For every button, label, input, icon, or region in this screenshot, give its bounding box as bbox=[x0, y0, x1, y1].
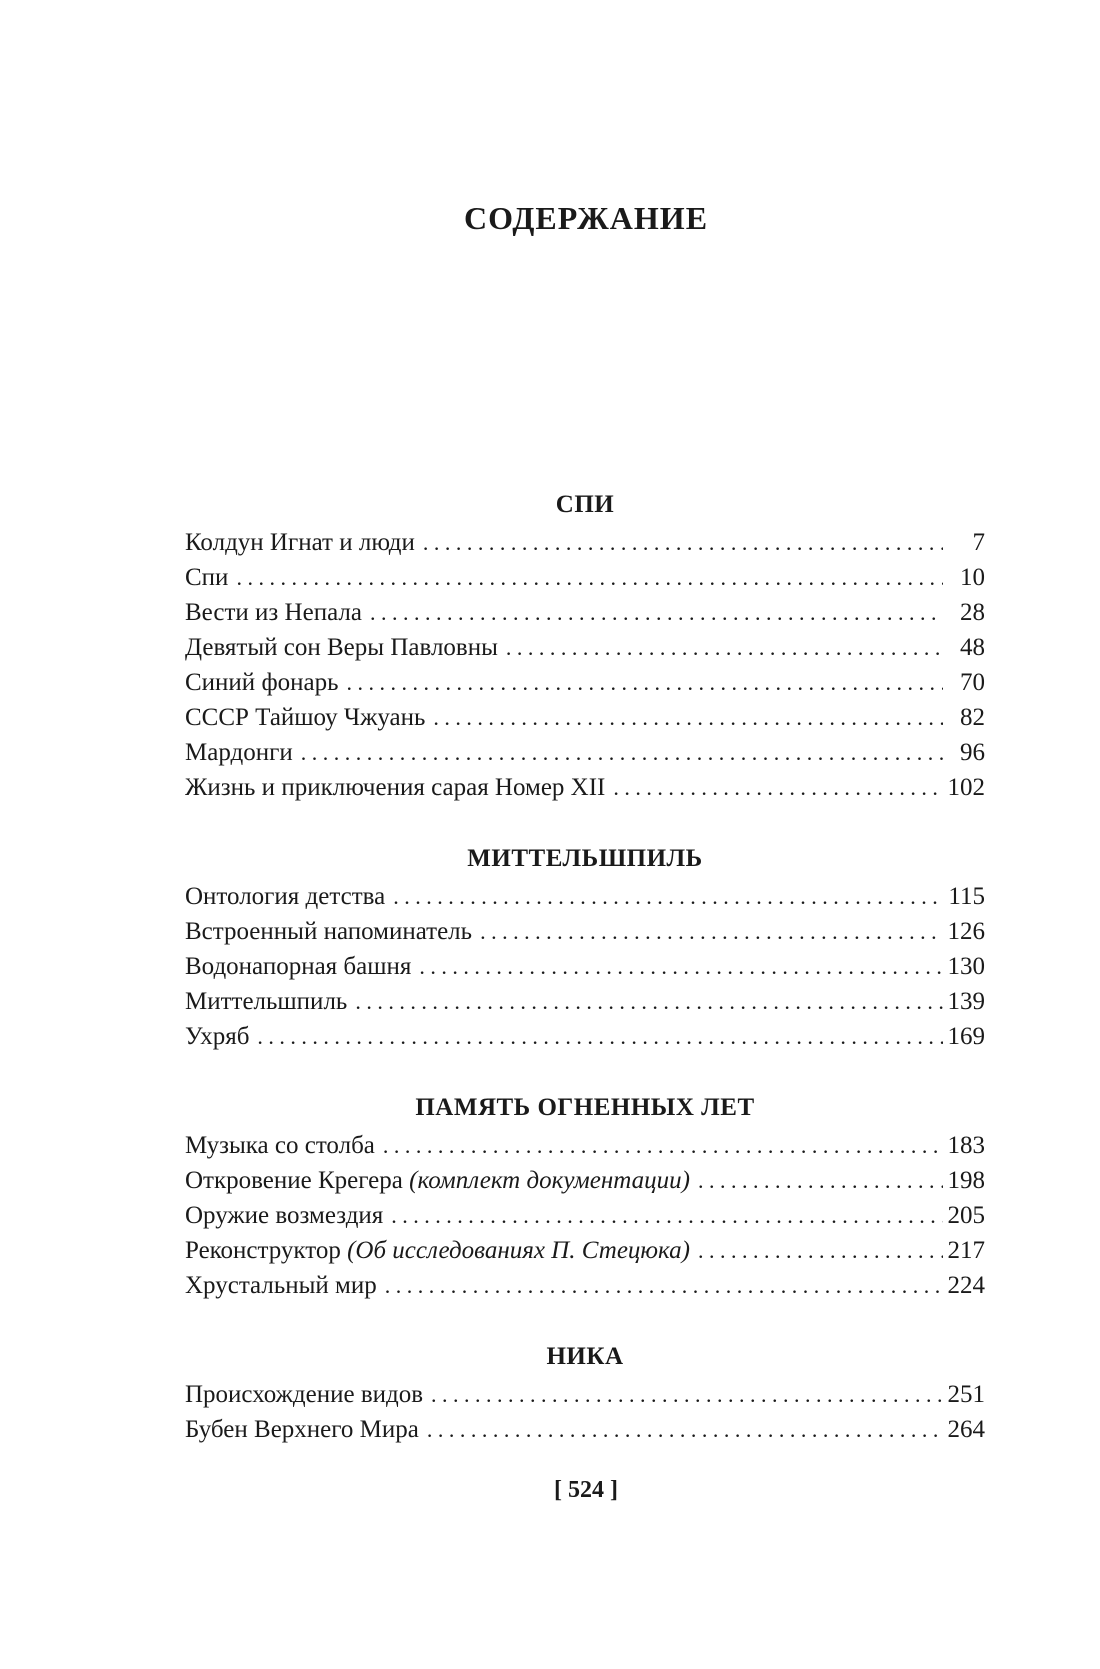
entry-title bbox=[185, 560, 228, 595]
dot-leader bbox=[257, 1019, 943, 1054]
toc-entry bbox=[185, 525, 985, 560]
toc-entry bbox=[185, 1412, 985, 1447]
toc-entry bbox=[185, 700, 985, 735]
entry-page-number: 251 bbox=[947, 1381, 985, 1408]
toc-entry bbox=[185, 1377, 985, 1412]
toc-entry bbox=[185, 879, 985, 914]
entry-title bbox=[185, 914, 472, 949]
dot-leader bbox=[698, 1163, 943, 1198]
entry-title bbox=[185, 1019, 249, 1054]
toc-section bbox=[185, 839, 985, 1054]
toc-entry bbox=[185, 949, 985, 984]
toc-entry bbox=[185, 914, 985, 949]
entry-title-text: Встроенный напоминатель bbox=[185, 918, 473, 945]
dot-leader bbox=[613, 770, 943, 805]
dot-leader bbox=[480, 914, 943, 949]
toc-entry bbox=[185, 630, 985, 665]
dot-leader bbox=[431, 1377, 943, 1412]
entry-title-text: Бубен Верхнего Мира bbox=[185, 1416, 419, 1443]
dot-leader bbox=[391, 1198, 943, 1233]
entry-page-number: 130 bbox=[947, 953, 985, 980]
entry-page-number: 48 bbox=[960, 634, 985, 661]
entry-page-number: 139 bbox=[947, 988, 985, 1015]
entry-title bbox=[185, 1412, 419, 1447]
entry-title-text: Ухряб bbox=[185, 1023, 250, 1050]
dot-leader bbox=[383, 1128, 943, 1163]
entry-title-text: Реконструктор bbox=[185, 1237, 341, 1264]
entry-title-text: Онтология детства bbox=[185, 883, 386, 910]
entry-title bbox=[185, 735, 293, 770]
entry-title-text: Вести из Непала bbox=[185, 599, 362, 626]
dot-leader bbox=[393, 879, 943, 914]
entry-title-text: Музыка со столба bbox=[185, 1132, 375, 1159]
page-title: СОДЕРЖАНИЕ bbox=[463, 200, 709, 236]
page-number: [ 524 ] bbox=[554, 1477, 618, 1503]
entry-title bbox=[185, 630, 498, 665]
section-title: МИТТЕЛЬШПИЛЬ bbox=[467, 845, 703, 872]
entry-page-number: 126 bbox=[947, 918, 985, 945]
section-title: НИКА bbox=[546, 1343, 624, 1370]
entry-page-number: 28 bbox=[960, 599, 985, 626]
dot-leader bbox=[347, 665, 943, 700]
entry-title bbox=[185, 1198, 383, 1233]
entry-title bbox=[185, 1233, 690, 1268]
entry-page-number: 169 bbox=[947, 1023, 985, 1050]
entry-title-text: СССР Тайшоу Чжуань bbox=[185, 704, 426, 731]
entry-page-number: 224 bbox=[947, 1272, 985, 1299]
entry-title-text: Мардонги bbox=[185, 739, 293, 766]
entry-title-text: Хрустальный мир bbox=[185, 1272, 377, 1299]
toc-entry bbox=[185, 665, 985, 700]
entry-title bbox=[185, 1268, 377, 1303]
dot-leader bbox=[355, 984, 943, 1019]
dot-leader bbox=[423, 525, 943, 560]
entry-title-text: Миттельшпиль bbox=[185, 988, 348, 1015]
entry-title bbox=[185, 665, 339, 700]
entry-page-number: 102 bbox=[947, 774, 985, 801]
toc-entry bbox=[185, 735, 985, 770]
entry-title bbox=[185, 1163, 690, 1198]
toc-entry bbox=[185, 1019, 985, 1054]
entry-page-number: 198 bbox=[947, 1167, 985, 1194]
section-title: ПАМЯТЬ ОГНЕННЫХ ЛЕТ bbox=[415, 1094, 755, 1121]
table-of-contents bbox=[185, 485, 985, 1447]
dot-leader bbox=[236, 560, 943, 595]
toc-section bbox=[185, 1088, 985, 1303]
entry-page-number: 70 bbox=[960, 669, 985, 696]
toc-entry bbox=[185, 1128, 985, 1163]
entry-title bbox=[185, 879, 385, 914]
entry-title bbox=[185, 949, 411, 984]
toc-entry bbox=[185, 1233, 985, 1268]
toc-entry bbox=[185, 560, 985, 595]
entry-page-number: 264 bbox=[947, 1416, 985, 1443]
entry-title-text: Откровение Крегера bbox=[185, 1167, 403, 1194]
entry-title bbox=[185, 700, 425, 735]
entry-title-text: Синий фонарь bbox=[185, 669, 339, 696]
entry-title bbox=[185, 770, 605, 805]
entry-page-number: 205 bbox=[947, 1202, 985, 1229]
entry-page-number: 7 bbox=[972, 529, 985, 556]
entry-title-text: Происхождение видов bbox=[185, 1381, 424, 1408]
entry-page-number: 217 bbox=[947, 1237, 985, 1264]
toc-entry bbox=[185, 1268, 985, 1303]
entry-title-text: Спи bbox=[185, 564, 229, 591]
dot-leader bbox=[427, 1412, 943, 1447]
entry-page-number: 115 bbox=[948, 883, 985, 910]
dot-leader bbox=[698, 1233, 943, 1268]
toc-section bbox=[185, 485, 985, 805]
entry-page-number: 82 bbox=[960, 704, 985, 731]
entry-title-text: Жизнь и приключения сарая Номер XII bbox=[185, 774, 606, 801]
dot-leader bbox=[385, 1268, 943, 1303]
section-title: СПИ bbox=[555, 491, 615, 518]
entry-page-number: 96 bbox=[960, 739, 985, 766]
toc-entry bbox=[185, 1198, 985, 1233]
dot-leader bbox=[506, 630, 943, 665]
entry-title bbox=[185, 984, 347, 1019]
dot-leader bbox=[301, 735, 943, 770]
entry-title bbox=[185, 1128, 375, 1163]
entry-subtitle: (Об исследованиях П. Стецюка) bbox=[347, 1237, 690, 1264]
toc-entry bbox=[185, 1163, 985, 1198]
dot-leader bbox=[433, 700, 943, 735]
entry-title bbox=[185, 1377, 423, 1412]
entry-title-text: Оружие возмездия bbox=[185, 1202, 384, 1229]
toc-entry bbox=[185, 984, 985, 1019]
entry-subtitle: (комплект документации) bbox=[409, 1167, 690, 1194]
entry-title-text: Водонапорная башня bbox=[185, 953, 412, 980]
entry-title-text: Колдун Игнат и люди bbox=[185, 529, 415, 556]
entry-title-text: Девятый сон Веры Павловны bbox=[185, 634, 498, 661]
entry-page-number: 10 bbox=[960, 564, 985, 591]
entry-title bbox=[185, 595, 362, 630]
entry-page-number: 183 bbox=[947, 1132, 985, 1159]
toc-section bbox=[185, 1337, 985, 1447]
toc-entry bbox=[185, 770, 985, 805]
entry-title bbox=[185, 525, 415, 560]
toc-entry bbox=[185, 595, 985, 630]
dot-leader bbox=[370, 595, 943, 630]
dot-leader bbox=[419, 949, 943, 984]
